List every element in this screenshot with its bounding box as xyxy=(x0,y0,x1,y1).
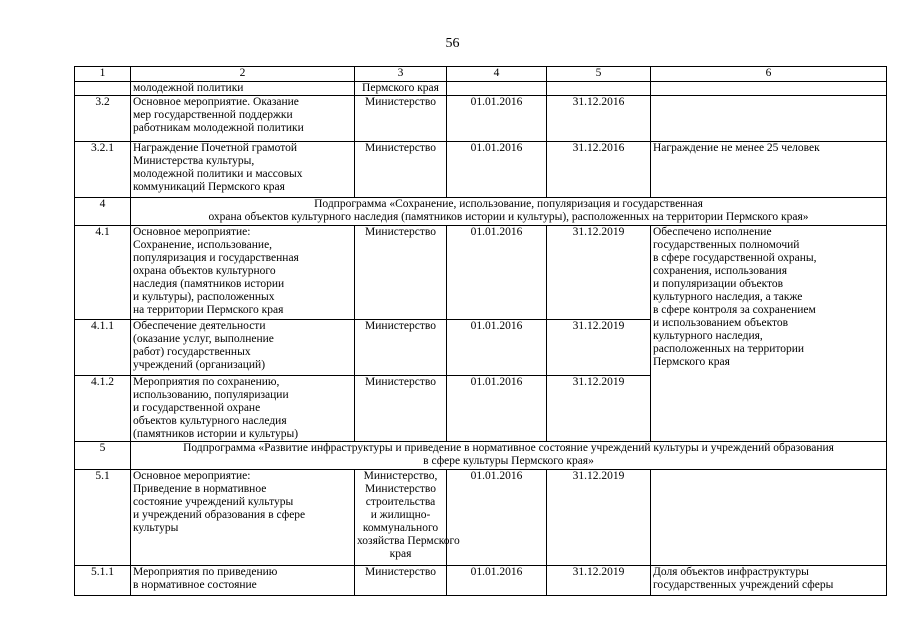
text-line: в нормативное состояние xyxy=(133,579,257,591)
name-cell xyxy=(131,142,355,198)
header-cell: 3 xyxy=(355,67,447,82)
start-date-cell: 01.01.2016 xyxy=(447,376,547,442)
num-cell: 3.2.1 xyxy=(75,142,131,198)
text-line: популяризация и государственная xyxy=(133,252,299,264)
num-cell: 3.2 xyxy=(75,96,131,142)
text-line: Обеспечение деятельности xyxy=(133,320,266,332)
table-row xyxy=(75,142,887,198)
text-line: коммунального xyxy=(362,522,439,534)
text-line: и государственной охране xyxy=(133,402,261,414)
num-cell: 4.1 xyxy=(75,226,131,320)
executor-cell xyxy=(355,470,460,566)
num-cell: 4.1.1 xyxy=(75,320,131,376)
text-line: Мероприятия по сохранению, xyxy=(133,376,280,388)
header-row xyxy=(75,67,887,82)
text-line: в сфере контроля за сохранением xyxy=(653,304,816,316)
start-date-cell: 01.01.2016 xyxy=(447,226,547,320)
start-date-cell: 01.01.2016 xyxy=(447,96,547,142)
end-date-cell: 31.12.2016 xyxy=(547,142,651,198)
subprogram-title xyxy=(131,442,887,470)
text-line: и популяризации объектов xyxy=(653,278,784,290)
program-table xyxy=(74,66,887,596)
text-line: Министерство xyxy=(365,226,436,238)
text-line: охрана объектов культурного наследия (памятников истории и культуры), расположенных на территории Пермского края» xyxy=(208,211,809,223)
header-cell: 6 xyxy=(651,67,887,82)
text-line: Министерство xyxy=(365,376,436,388)
text-line: Министерство xyxy=(365,483,436,495)
name-cell xyxy=(131,320,355,376)
text-line: наследия (памятников истории xyxy=(133,278,285,290)
end-date-cell: 31.12.2019 xyxy=(547,320,651,376)
end-date-cell xyxy=(547,82,651,96)
header-cell: 1 xyxy=(75,67,131,82)
text-line: Министерство, xyxy=(363,470,438,482)
end-date-cell: 31.12.2019 xyxy=(547,376,651,442)
text-line: использованию, популяризации xyxy=(133,389,289,401)
subprogram-row xyxy=(75,442,887,470)
text-line: культурного наследия, а также xyxy=(653,291,803,303)
text-line: Основное мероприятие. Оказание xyxy=(133,96,299,108)
num-cell: 5.1 xyxy=(75,470,131,566)
table-row xyxy=(75,470,887,566)
text-line: и культуры), расположенных xyxy=(133,291,275,303)
text-line: объектов культурного наследия xyxy=(133,415,287,427)
table-row xyxy=(75,82,887,96)
text-line: состояние учреждений культуры xyxy=(133,496,294,508)
header-cell: 2 xyxy=(131,67,355,82)
text-line: (памятников истории и культуры) xyxy=(133,428,299,440)
table-row xyxy=(75,96,887,142)
result-cell xyxy=(651,142,887,198)
end-date-cell: 31.12.2019 xyxy=(547,566,651,596)
text-line: хозяйства Пермского xyxy=(357,535,460,547)
result-cell xyxy=(651,82,887,96)
result-cell xyxy=(651,566,887,596)
text-line: государственных полномочий xyxy=(653,239,800,251)
text-line: работ) государственных xyxy=(133,346,251,358)
header-cell: 5 xyxy=(547,67,651,82)
subprogram-row xyxy=(75,198,887,226)
start-date-cell: 01.01.2016 xyxy=(447,470,547,566)
table-row xyxy=(75,566,887,596)
num-cell: 4.1.2 xyxy=(75,376,131,442)
num-cell: 5.1.1 xyxy=(75,566,131,596)
executor-cell xyxy=(355,226,447,320)
result-cell xyxy=(651,470,887,566)
executor-cell xyxy=(355,376,447,442)
text-line: расположенных на территории xyxy=(653,343,805,355)
text-line: Обеспечено исполнение xyxy=(653,226,772,238)
text-line: Приведение в нормативное xyxy=(133,483,267,495)
text-line: коммуникаций Пермского края xyxy=(133,181,285,193)
text-line: в сфере культуры Пермского края» xyxy=(423,455,594,467)
executor-cell xyxy=(355,96,447,142)
text-line: Пермского края xyxy=(653,356,730,368)
text-line: Министерство xyxy=(365,96,436,108)
text-line: Основное мероприятие: xyxy=(133,226,251,238)
start-date-cell xyxy=(447,82,547,96)
text-line: государственных учреждений сферы xyxy=(653,579,834,591)
name-cell: молодежной политики xyxy=(131,82,355,96)
text-line: молодежной политики и массовых xyxy=(133,168,303,180)
executor-cell xyxy=(355,566,447,596)
text-line: Сохранение, использование, xyxy=(133,239,273,251)
end-date-cell: 31.12.2019 xyxy=(547,226,651,320)
text-line: и жилищно- xyxy=(370,509,431,521)
text-line: культуры xyxy=(133,522,179,534)
text-line: Подпрограмма «Развитие инфраструктуры и приведение в нормативное состояние учреждений культуры и учреждений образования xyxy=(183,442,834,454)
result-cell xyxy=(651,96,887,142)
text-line: Доля объектов инфраструктуры xyxy=(653,566,809,578)
text-line: Министерства культуры, xyxy=(133,155,255,167)
text-line: Министерство xyxy=(365,566,436,578)
subprogram-title xyxy=(131,198,887,226)
executor-cell xyxy=(355,142,447,198)
name-cell xyxy=(131,226,355,320)
num-cell: 4 xyxy=(75,198,131,226)
text-line: учреждений (организаций) xyxy=(133,359,266,371)
text-line: на территории Пермского края xyxy=(133,304,284,316)
text-line: сохранения, использования xyxy=(653,265,787,277)
name-cell xyxy=(131,376,355,442)
executor-cell: Пермского края xyxy=(355,82,447,96)
num-cell xyxy=(75,82,131,96)
text-line: работникам молодежной политики xyxy=(133,122,304,134)
start-date-cell: 01.01.2016 xyxy=(447,566,547,596)
name-cell xyxy=(131,96,355,142)
start-date-cell: 01.01.2016 xyxy=(447,320,547,376)
text-line: культурного наследия, xyxy=(653,330,763,342)
text-line: Мероприятия по приведению xyxy=(133,566,278,578)
text-line: Министерство xyxy=(365,142,436,154)
page-number: 56 xyxy=(445,36,460,51)
executor-cell xyxy=(355,320,447,376)
text-line: и учреждений образования в сфере xyxy=(133,509,306,521)
text-line: (оказание услуг, выполнение xyxy=(133,333,274,345)
text-line: Награждение не менее 25 человек xyxy=(653,142,820,154)
text-line: Подпрограмма «Сохранение, использование, популяризация и государственная xyxy=(314,198,703,210)
text-line: охрана объектов культурного xyxy=(133,265,276,277)
result-cell-merged xyxy=(651,226,887,442)
end-date-cell: 31.12.2016 xyxy=(547,96,651,142)
end-date-cell: 31.12.2019 xyxy=(547,470,651,566)
text-line: и использованием объектов xyxy=(653,317,789,329)
text-line: Министерство xyxy=(365,320,436,332)
text-line: Награждение Почетной грамотой xyxy=(133,142,297,154)
text-line: мер государственной поддержки xyxy=(133,109,293,121)
name-cell xyxy=(131,470,355,566)
header-cell: 4 xyxy=(447,67,547,82)
start-date-cell: 01.01.2016 xyxy=(447,142,547,198)
name-cell xyxy=(131,566,355,596)
text-line: Основное мероприятие: xyxy=(133,470,251,482)
text-line: в сфере государственной охраны, xyxy=(653,252,817,264)
text-line: края xyxy=(389,548,412,560)
table-row xyxy=(75,226,887,320)
num-cell: 5 xyxy=(75,442,131,470)
text-line: строительства xyxy=(365,496,436,508)
